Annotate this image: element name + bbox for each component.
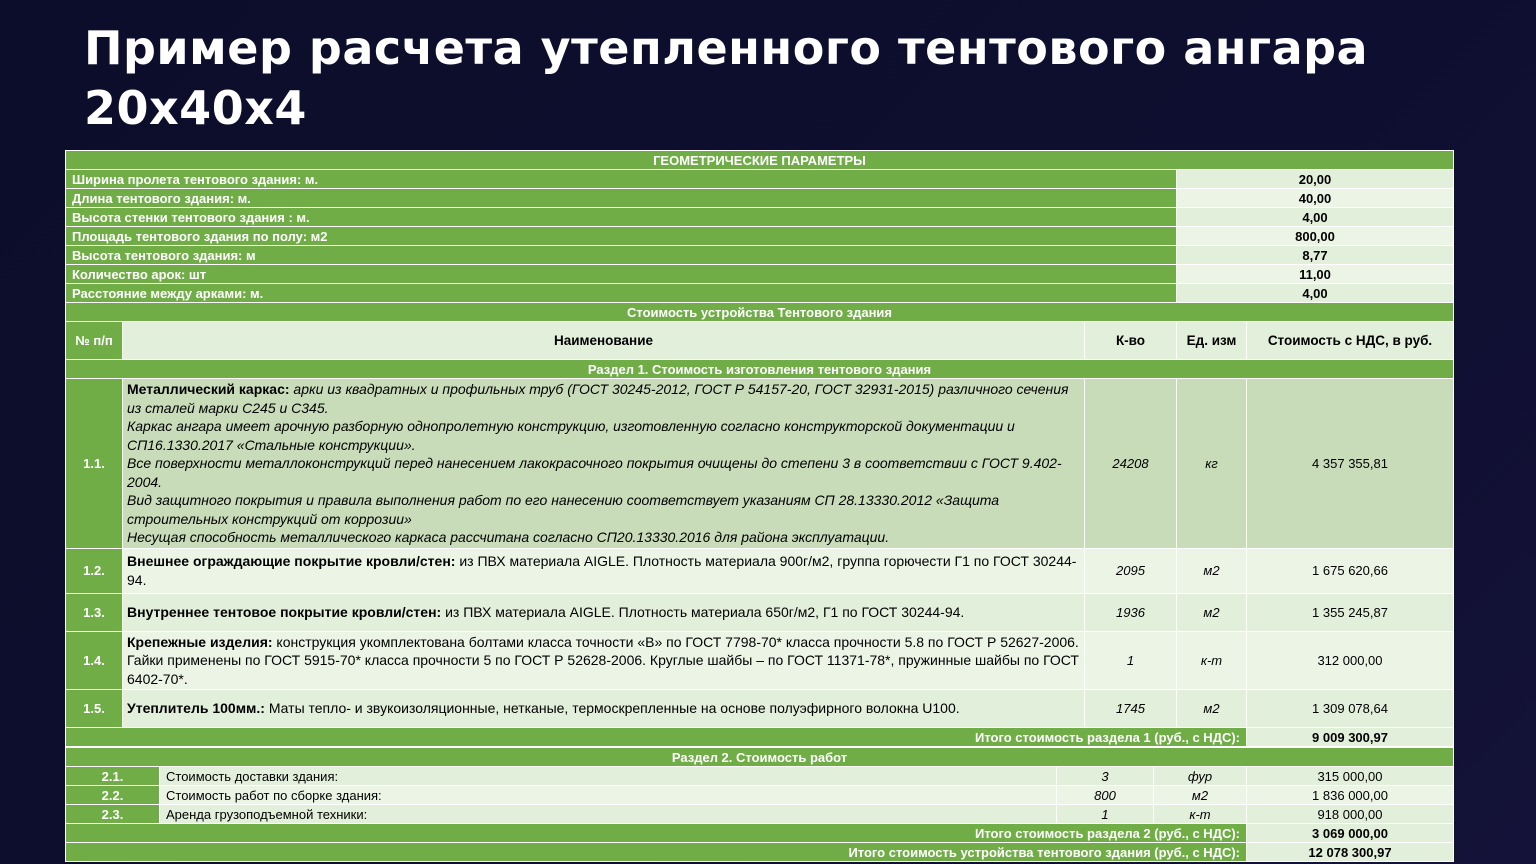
item-text: конструкция укомплектована болтами класса точности «В» по ГОСТ 7798-70* класса прочности 5.8 по ГОСТ Р 52627-2006. Гайки применены по ГОСТ 5915-70* класса прочности 5 по ГОСТ Р 52628-2006. Круглые шайбы – по ГОСТ 11371-78*, пружинные шайбы по ГОСТ 6402-70*. — [127, 633, 1079, 687]
column-header-price: Стоимость с НДС, в руб. — [1247, 322, 1454, 360]
geometry-label-width: Ширина пролета тентового здания: м. — [66, 170, 1177, 189]
geometry-value-width: 20,00 — [1177, 170, 1454, 189]
geometry-label-length: Длина тентового здания: м. — [66, 189, 1177, 208]
item-unit: м2 — [1177, 548, 1247, 593]
geometry-value-arch-spacing: 4,00 — [1177, 284, 1454, 303]
item-title: Утеплитель 100мм.: — [127, 700, 265, 717]
section1-total-value: 9 009 300,97 — [1247, 728, 1454, 747]
column-header-name: Наименование — [123, 322, 1085, 360]
item-unit: фур — [1154, 767, 1247, 786]
item-unit: м2 — [1154, 786, 1247, 805]
item-qty: 1936 — [1085, 593, 1177, 631]
item-price: 1 309 078,64 — [1247, 690, 1454, 728]
geometry-label-area: Площадь тентового здания по полу: м2 — [66, 227, 1177, 246]
item-description — [123, 379, 1085, 549]
item-price: 312 000,00 — [1247, 631, 1454, 690]
item-number: 1.4. — [66, 631, 123, 690]
item-title: Металлический каркас: — [127, 381, 290, 397]
item-text-line: Несущая способность металлического каркаса рассчитана согласно СП20.13330.2016 для района эксплуатации. — [127, 529, 890, 545]
item-text-line: Каркас ангара имеет арочную разборную однопролетную конструкцию, изготовленную согласно конструкторской документации и СП16.1330.2017 «Стальные конструкции». — [127, 418, 1015, 453]
geometry-header: ГЕОМЕТРИЧЕСКИЕ ПАРАМЕТРЫ — [66, 151, 1454, 170]
column-header-unit: Ед. изм — [1177, 322, 1247, 360]
item-price: 4 357 355,81 — [1247, 379, 1454, 549]
item-unit: м2 — [1177, 690, 1247, 728]
item-text-line: Вид защитного покрытия и правила выполнения работ по его нанесению соответствует указаниям СП 28.13330.2012 «Защита строительных конструкций от коррозии» — [127, 492, 1000, 527]
item-qty: 1 — [1057, 805, 1154, 824]
item-title: Крепежные изделия: — [127, 633, 273, 650]
item-price: 1 836 000,00 — [1247, 786, 1454, 805]
item-description — [123, 593, 1085, 631]
item-price: 1 675 620,66 — [1247, 548, 1454, 593]
item-title: Внутреннее тентовое покрытие кровли/стен: — [127, 603, 442, 620]
geometry-value-height: 8,77 — [1177, 246, 1454, 265]
item-name: Аренда грузоподъемной техники: — [160, 805, 1057, 824]
item-text: Маты тепло- и звукоизоляционные, нетканые, термоскрепленные на основе полуэфирного волокна U100. — [264, 700, 960, 717]
item-unit: кг — [1177, 379, 1247, 549]
item-unit: м2 — [1177, 593, 1247, 631]
cost-table — [65, 150, 1453, 862]
geometry-value-arches: 11,00 — [1177, 265, 1454, 284]
geometry-label-arches: Количество арок: шт — [66, 265, 1177, 284]
geometry-label-height: Высота тентового здания: м — [66, 246, 1177, 265]
item-title: Внешнее ограждающие покрытие кровли/стен: — [127, 553, 456, 569]
geometry-label-wall-height: Высота стенки тентового здания : м. — [66, 208, 1177, 227]
item-unit: к-т — [1177, 631, 1247, 690]
column-header-num: № п/п — [66, 322, 123, 360]
item-price: 315 000,00 — [1247, 767, 1454, 786]
item-description — [123, 631, 1085, 690]
item-qty: 3 — [1057, 767, 1154, 786]
item-qty: 800 — [1057, 786, 1154, 805]
item-qty: 24208 — [1085, 379, 1177, 549]
page-title: Пример расчета утепленного тентового ангара 20х40х4 — [84, 21, 1369, 135]
item-number: 1.1. — [66, 379, 123, 549]
section2-title: Раздел 2. Стоимость работ — [66, 748, 1454, 767]
item-number: 1.5. — [66, 690, 123, 728]
item-number: 1.3. — [66, 593, 123, 631]
geometry-label-arch-spacing: Расстояние между арками: м. — [66, 284, 1177, 303]
section1-title: Раздел 1. Стоимость изготовления тентового здания — [66, 360, 1454, 379]
grand-total-label: Итого стоимость устройства тентового здания (руб., с НДС): — [66, 843, 1247, 862]
column-header-qty: К-во — [1085, 322, 1177, 360]
item-qty: 2095 — [1085, 548, 1177, 593]
geometry-value-area: 800,00 — [1177, 227, 1454, 246]
item-description — [123, 690, 1085, 728]
item-text: из ПВХ материала AIGLE. Плотность материала 900г/м2, группа горючести Г1 по ГОСТ 30244-94. — [127, 553, 1077, 588]
item-number: 2.1. — [66, 767, 160, 786]
item-price: 918 000,00 — [1247, 805, 1454, 824]
section1-total-label: Итого стоимость раздела 1 (руб., с НДС): — [66, 728, 1247, 747]
item-text: из ПВХ материала AIGLE. Плотность материала 650г/м2, Г1 по ГОСТ 30244-94. — [441, 603, 965, 620]
item-number: 2.3. — [66, 805, 160, 824]
grand-total-value: 12 078 300,97 — [1247, 843, 1454, 862]
item-description — [123, 548, 1085, 593]
section2-total-label: Итого стоимость раздела 2 (руб., с НДС): — [66, 824, 1247, 843]
item-text-line: Все поверхности металлоконструкций перед нанесением лакокрасочного покрытия очищены до степени 3 в соответствии с ГОСТ 9.402-2004. — [127, 455, 1062, 490]
item-number: 1.2. — [66, 548, 123, 593]
cost-header: Стоимость устройства Тентового здания — [66, 303, 1454, 322]
item-qty: 1 — [1085, 631, 1177, 690]
item-text-line: арки из квадратных и профильных труб (ГОСТ 30245-2012, ГОСТ Р 54157-20, ГОСТ 32931-2015) различного сечения из сталей марки С245 и С345. — [127, 381, 1069, 416]
geometry-value-length: 40,00 — [1177, 189, 1454, 208]
section2-total-value: 3 069 000,00 — [1247, 824, 1454, 843]
item-name: Стоимость доставки здания: — [160, 767, 1057, 786]
item-price: 1 355 245,87 — [1247, 593, 1454, 631]
geometry-value-wall-height: 4,00 — [1177, 208, 1454, 227]
item-unit: к-т — [1154, 805, 1247, 824]
item-number: 2.2. — [66, 786, 160, 805]
item-qty: 1745 — [1085, 690, 1177, 728]
item-name: Стоимость работ по сборке здания: — [160, 786, 1057, 805]
